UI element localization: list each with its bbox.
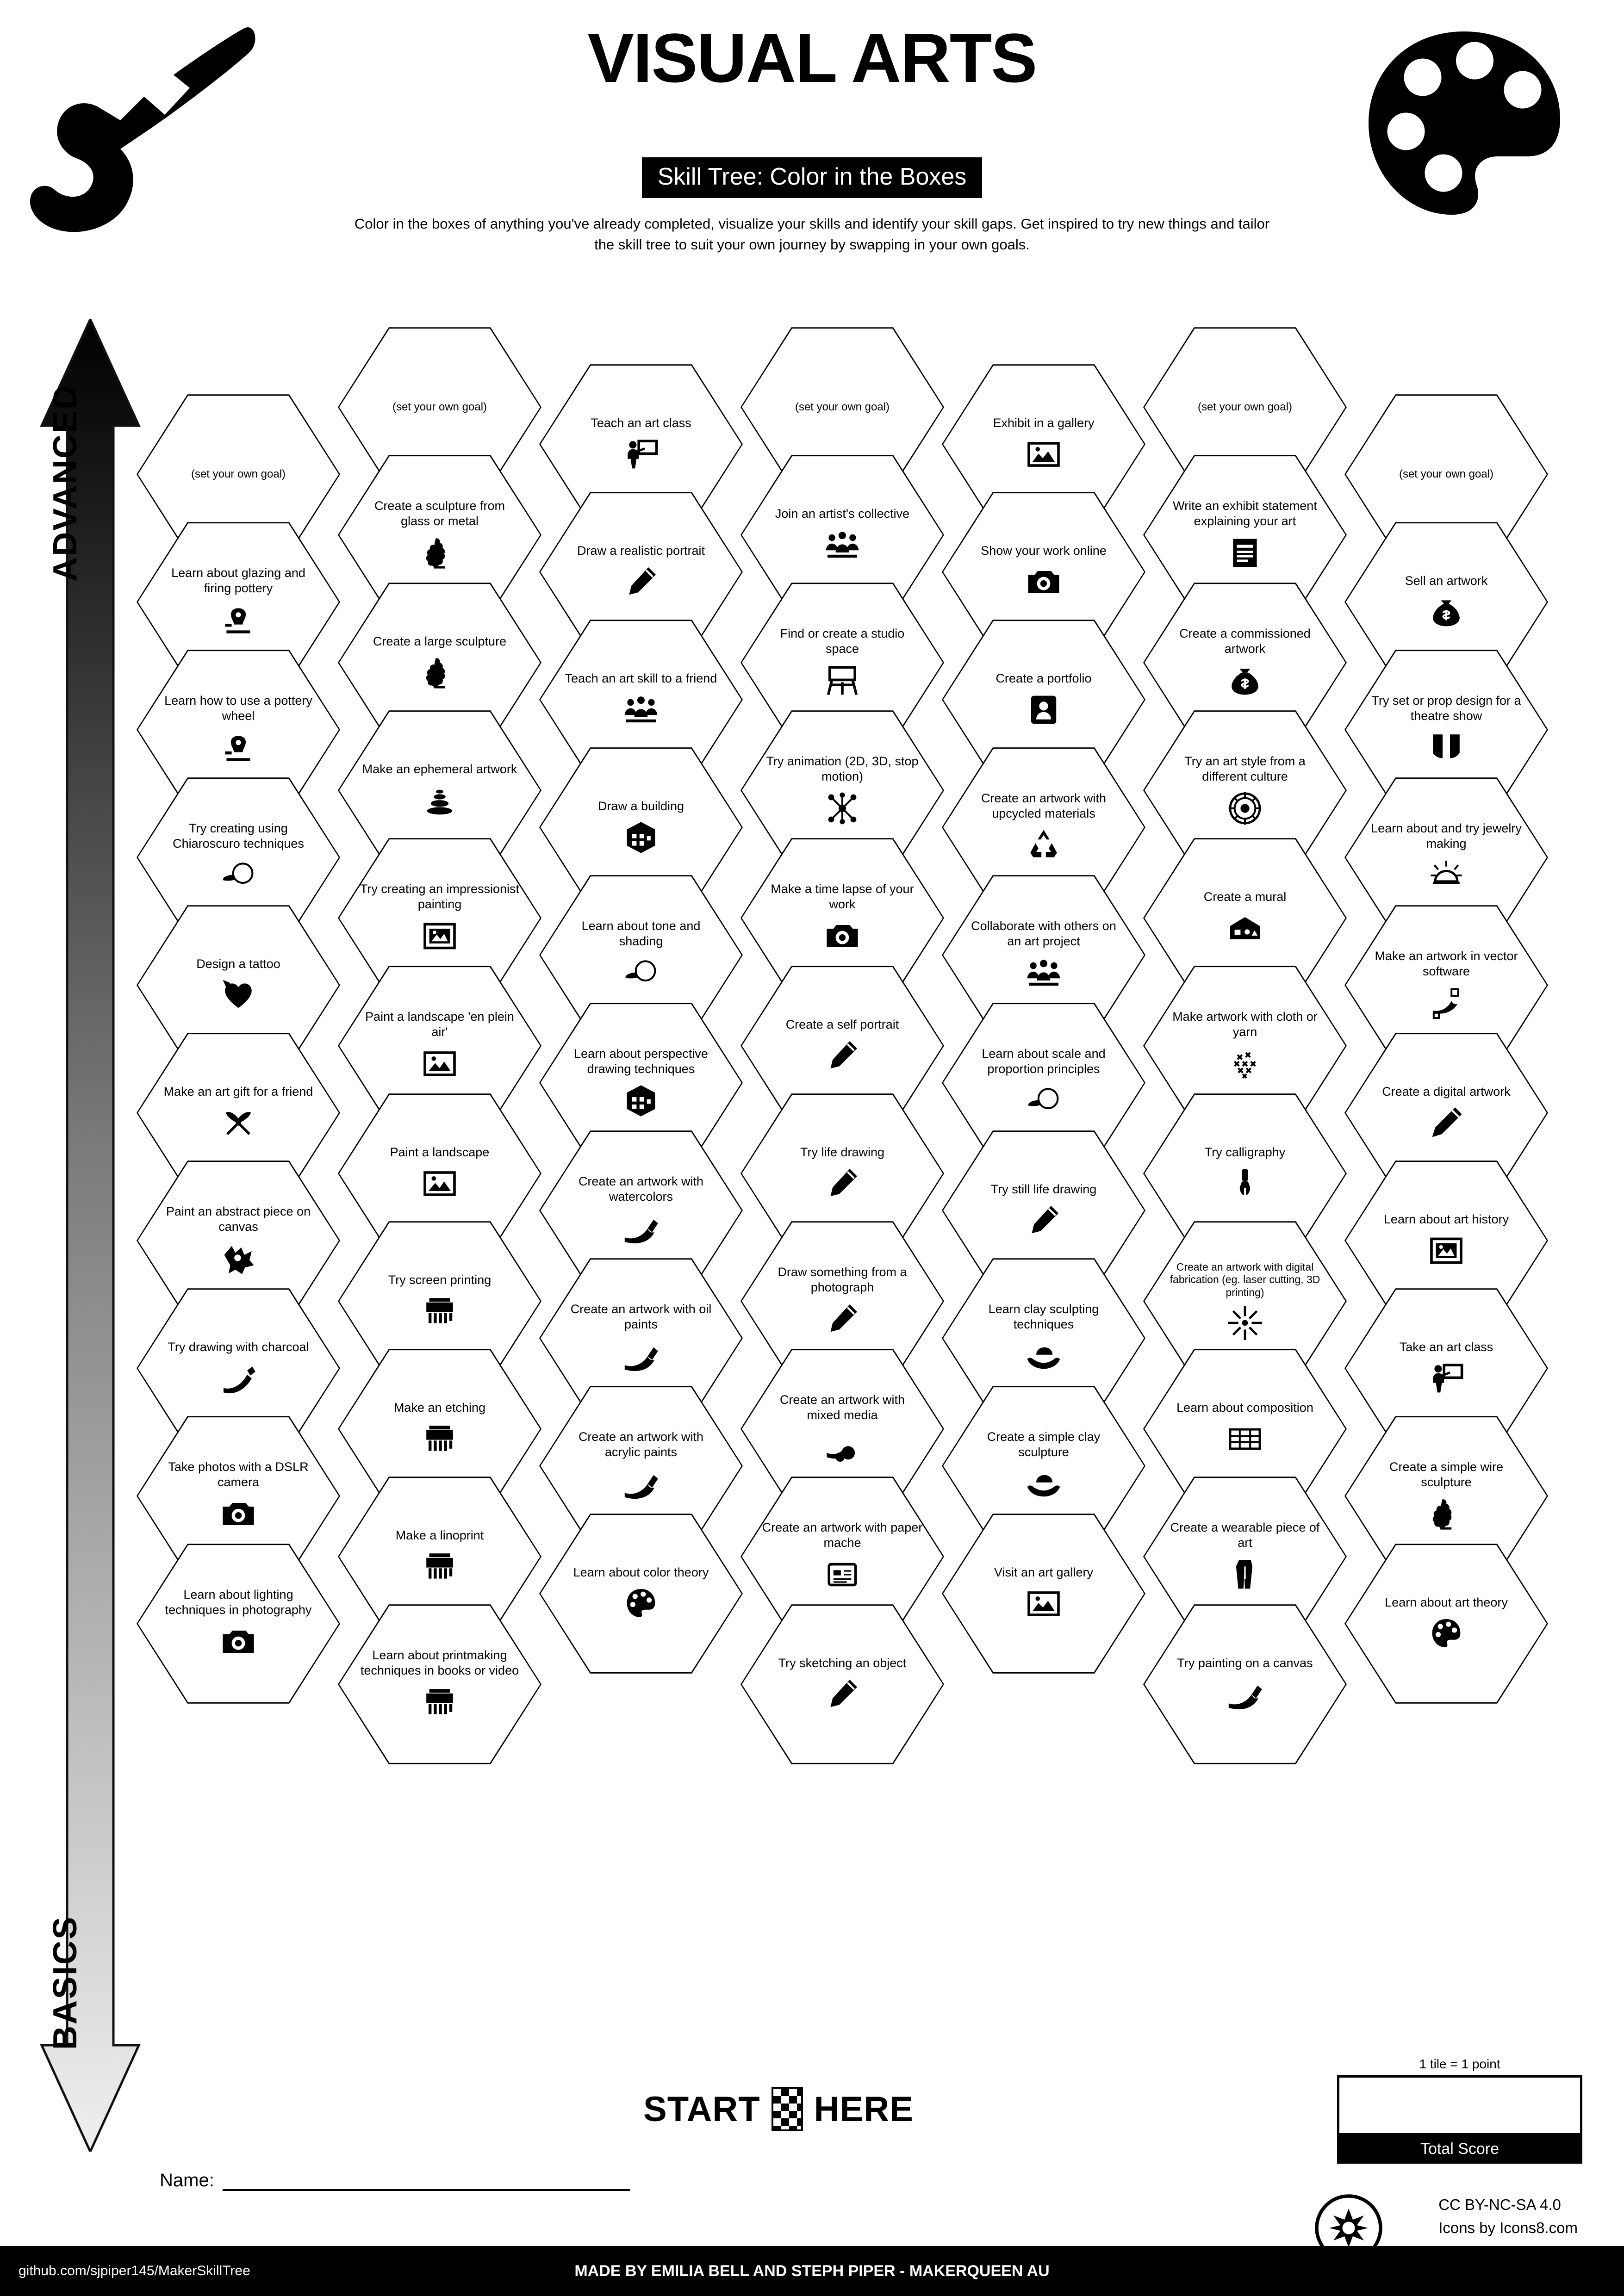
skill-tile-label: Learn about tone and shading [581,919,701,948]
gallery-frame-icon [1025,436,1062,473]
hex-content [560,543,722,601]
hex-content [1366,1340,1527,1397]
hex-content [1164,1009,1325,1082]
skill-tile-label: Create an artwork with paper mache [762,1520,923,1550]
skill-tile[interactable] [338,1601,541,1768]
hex-content [560,1046,722,1119]
skill-tile-label: Draw a building [597,799,684,813]
start-here-marker [643,2087,914,2131]
score-panel [1337,2057,1582,2164]
hex-content [158,1340,319,1397]
skill-tile-label: Try painting on a canvas [1177,1656,1313,1670]
skill-tile-label: Learn about printmaking techniques in books or video [360,1648,519,1677]
page-subtitle: Skill Tree: Color in the Boxes [642,157,983,198]
hex-content [560,1174,722,1247]
mural-wall-icon [1226,910,1263,947]
mandala-icon [1226,790,1263,827]
skill-tile-label: Try animation (2D, 3D, stop motion) [766,754,919,783]
skill-tile-label: Create an artwork with watercolors [578,1174,704,1204]
skill-tile-label: Visit an art gallery [994,1565,1094,1579]
skill-tile-label: Teach an art skill to a friend [565,671,717,685]
hex-content [1164,889,1325,947]
calligraphy-pen-icon [1226,1165,1263,1202]
hex-content [762,1520,923,1593]
hex-content [359,1272,520,1330]
pottery-icon [220,602,257,639]
hex-content [762,1145,923,1203]
hex-content [158,1204,319,1277]
mixed-media-icon [824,1428,861,1465]
printing-press-icon [421,1684,458,1721]
hex-content [963,1429,1124,1502]
skill-tile[interactable] [740,1601,944,1768]
skill-tile-label: Learn about art theory [1385,1595,1508,1609]
shading-sphere-icon [220,857,257,894]
hex-content [1164,626,1325,699]
pencil-icon [824,1165,861,1202]
palette-icon [622,1585,660,1622]
skill-tile-label: (set your own goal) [1399,468,1494,481]
hex-content [359,1400,520,1458]
document-icon [1226,534,1263,571]
skill-tile-label: Make an art gift for a friend [163,1084,313,1098]
hex-content [560,416,722,473]
camera-icon [220,1623,257,1660]
skill-tile-label: Try life drawing [800,1145,885,1159]
skill-tile-label: Try creating an impressionist painting [360,882,520,911]
hex-content [1164,1656,1325,1713]
skill-tile-label: (set your own goal) [795,401,890,414]
skill-tile-label: Make a time lapse of your work [771,882,914,911]
hex-content [1164,498,1325,571]
hex-content [359,762,520,819]
skill-tile-label: Learn clay sculpting techniques [988,1302,1099,1331]
tile-point-note: 1 tile = 1 point [1419,2057,1500,2071]
hex-content [1164,754,1325,827]
skill-tile-label: Find or create a studio space [780,627,905,656]
skill-tile-label: Try creating using Chiaroscuro techniques [173,821,304,850]
skill-tile-label: Try sketching an object [778,1656,907,1670]
hex-content [560,1565,722,1623]
skill-tile-label: Create a simple wire sculpture [1389,1460,1504,1489]
checkered-flag-icon [772,2087,803,2131]
hex-content [158,1084,319,1142]
hex-content [1366,573,1527,631]
hex-content [1366,1595,1527,1653]
hex-content [158,565,319,639]
skill-tile-label: Sell an artwork [1405,573,1488,588]
hex-content [762,881,923,955]
skill-tile-label: Collaborate with others on an art project [971,919,1116,948]
laser-icon [1226,1304,1263,1341]
hex-content [359,1145,520,1203]
sculpture-icon [1428,1496,1465,1533]
skill-tile-label: Try drawing with charcoal [168,1340,309,1354]
hex-content [359,1648,520,1721]
hex-content [963,1565,1124,1623]
building-cube-icon [622,1082,660,1119]
skill-tile-label: Show your work online [981,543,1107,558]
pottery-icon [220,729,257,766]
skill-tile-label: Create a mural [1203,889,1287,904]
skill-tile-label: Draw something from a photograph [778,1265,907,1294]
hex-content [963,1046,1124,1119]
hex-content [359,1528,520,1586]
hex-content [762,1265,923,1338]
clay-hand-icon [1025,1465,1062,1502]
shading-sphere-icon [1025,1082,1062,1119]
skill-tile-label: Learn about color theory [573,1565,709,1579]
hex-content [1366,1459,1527,1533]
hex-content [1366,467,1527,481]
skill-tile-label: Learn about and try jewelry making [1371,821,1522,850]
skill-tile-label: Create an artwork with mixed media [779,1393,905,1422]
hex-content [963,1302,1124,1375]
hex-content [359,1009,520,1082]
skill-tile-label: Try screen printing [388,1272,492,1287]
gallery-frame-icon [1025,1585,1062,1622]
skill-tile-label: Learn about art history [1383,1212,1509,1226]
skill-tile-label: Draw a realistic portrait [577,543,705,558]
skill-tile[interactable] [942,1510,1145,1677]
hex-content [158,693,319,766]
skill-tile[interactable] [1143,1601,1347,1768]
hex-content [1366,693,1527,766]
skill-tile-label: Create a digital artwork [1382,1084,1511,1098]
hex-content [963,416,1124,473]
hex-content [1164,1145,1325,1203]
skill-tile-label: Try an art style from a different culture [1184,754,1306,783]
sculpture-icon [421,654,458,691]
wearable-icon [1226,1556,1263,1593]
pencil-icon [622,564,660,601]
skill-tile-label: Create a portfolio [996,671,1092,685]
hex-content [560,799,722,856]
skill-tile-label: Take photos with a DSLR camera [168,1460,309,1489]
hex-content [762,1392,923,1465]
hex-content [359,400,520,414]
skill-tile-label: Write an exhibit statement explaining your art [1173,499,1317,528]
shading-sphere-icon [622,955,660,992]
hex-content [1164,400,1325,414]
skill-tile-label: Make an ephemeral artwork [362,762,517,776]
page-title: VISUAL ARTS [587,19,1037,97]
hex-content [359,634,520,692]
collective-icon [1025,955,1062,992]
portfolio-icon [1025,691,1062,728]
skill-tile-label: Join an artist's collective [775,506,910,521]
camera-icon [220,1496,257,1533]
skill-tile-label: Make an artwork in vector software [1375,949,1518,978]
here-label: HERE [814,2089,914,2129]
hex-content [560,671,722,729]
start-label: START [643,2089,760,2129]
total-score-label: Total Score [1337,2135,1582,2164]
vector-pen-icon [1428,985,1465,1022]
total-score-input[interactable] [1337,2075,1582,2135]
hex-content [963,1182,1124,1240]
hex-content [560,1429,722,1502]
charcoal-stroke-icon [220,1360,257,1397]
skill-tile-label: Create a simple clay sculpture [987,1430,1101,1459]
skill-tile-label: (set your own goal) [392,401,487,414]
pencil-icon [824,1301,861,1338]
skill-tile-label: Learn about perspective drawing techniques [574,1047,708,1076]
hex-content [1164,1400,1325,1458]
credit-text: MADE BY EMILIA BELL AND STEPH PIPER - MAKERQUEEN AU [574,2262,1050,2280]
pencil-icon [824,1676,861,1713]
hex-content [762,754,923,827]
skill-tile[interactable] [1344,1540,1548,1707]
name-input-rule[interactable] [223,2189,630,2191]
landscape-frame-icon [421,1165,458,1202]
skill-tile-label: Make a linoprint [395,1528,484,1542]
animation-icon [824,790,861,827]
skill-tile-label: Try still life drawing [990,1182,1097,1196]
paintbrush-stroke-icon [1226,1676,1263,1713]
paper-mache-icon [824,1556,861,1593]
hex-content [158,956,319,1014]
hex-content [963,791,1124,864]
palette-icon [1428,1615,1465,1652]
hex-content [359,881,520,955]
pencil-icon [1025,1202,1062,1239]
teacher-icon [1428,1360,1465,1397]
skill-tile[interactable] [137,1540,340,1707]
hex-content [560,918,722,992]
hex-content [1164,1520,1325,1593]
hex-content [158,1587,319,1660]
name-label: Name: [160,2170,214,2191]
paintbrush-stroke-icon [622,1465,660,1502]
license-block [1438,2193,1578,2239]
easel-icon [824,662,861,699]
stylus-icon [1428,1105,1465,1142]
collective-icon [824,527,861,564]
printing-press-icon [421,1293,458,1330]
skill-tile-label: Paint a landscape 'en plein air' [365,1010,514,1039]
page-footer [0,2246,1624,2296]
abstract-paint-icon [220,1240,257,1277]
gift-bow-icon [220,1105,257,1142]
skill-tile-label: Create a self portrait [785,1017,899,1031]
grid-composition-icon [1226,1421,1263,1458]
landscape-frame-icon [421,1045,458,1082]
hex-content [1366,1084,1527,1142]
skill-tile-label: Create an artwork with oil paints [570,1302,712,1331]
paintbrush-stroke-icon [622,1338,660,1375]
hex-content [762,1656,923,1713]
framed-painting-icon [421,918,458,955]
skill-tile-label: Create an artwork with upcycled materials [981,791,1107,820]
camera-icon [824,918,861,955]
skill-tile-label: Create a commissioned artwork [1179,627,1311,656]
sculpture-icon [421,534,458,571]
skill-tile-label: Make an etching [393,1400,486,1415]
hex-content [1366,949,1527,1022]
money-bag-icon [1428,594,1465,631]
hex-content [1164,1261,1325,1342]
skill-tile-label: Learn how to use a pottery wheel [164,694,312,723]
hex-content [158,821,319,894]
skill-tile-label: Make artwork with cloth or yarn [1172,1010,1318,1039]
skill-tile-label: Create an artwork with digital fabrication (eg. laser cutting, 3D printing) [1170,1260,1320,1298]
hex-content [762,1017,923,1075]
hex-content [762,626,923,699]
skill-tile[interactable] [539,1510,743,1677]
skill-tile-label: Exhibit in a gallery [993,416,1095,430]
hex-content [963,671,1124,729]
hex-content [762,400,923,414]
recycle-icon [1025,827,1062,864]
skill-tile-label: Create a large sculpture [373,634,507,648]
jewel-sun-icon [1428,857,1465,894]
printing-press-icon [421,1421,458,1458]
printing-press-icon [421,1548,458,1585]
skill-tile-label: Learn about lighting techniques in photography [165,1588,312,1617]
tattoo-heart-icon [220,977,257,1014]
skill-tile-label: Learn about glazing and firing pottery [171,566,305,595]
github-link[interactable]: github.com/sjpiper145/MakerSkillTree [19,2263,250,2278]
hex-content [963,543,1124,601]
clay-hand-icon [1025,1338,1062,1375]
pencil-icon [824,1037,861,1074]
money-bag-icon [1226,662,1263,699]
hex-content [1366,821,1527,894]
skill-tile-label: Learn about scale and proportion principles [982,1047,1106,1076]
skill-tile-label: Teach an art class [591,416,691,430]
hex-content [963,918,1124,992]
skill-tile-label: Design a tattoo [196,956,280,971]
curtains-icon [1428,729,1465,766]
skill-tile-label: Try calligraphy [1204,1145,1286,1159]
skill-tile-label: Take an art class [1399,1340,1493,1354]
axis-label-basics: BASICS [47,1916,84,2050]
paintbrush-stroke-icon [622,1210,660,1247]
hex-content [560,1302,722,1375]
skill-tile-label: Create an artwork with acrylic paints [578,1430,704,1459]
cross-stitch-icon [1226,1045,1263,1082]
hex-content [158,1459,319,1533]
page-description: Color in the boxes of anything you've already completed, visualize your skills and identify your skill gaps. Get inspired to try new things and tailor the skill tree to suit your own journey by swapping in your own goals. [354,216,1270,253]
skill-tile-label: (set your own goal) [191,468,286,481]
camera-icon [1025,564,1062,601]
collective-icon [622,691,660,728]
framed-painting-icon [1428,1232,1465,1269]
name-field[interactable] [160,2170,630,2191]
skill-tile-label: Create a wearable piece of art [1170,1520,1320,1550]
building-cube-icon [622,819,660,856]
stacked-stones-icon [421,782,458,819]
skill-tile-label: (set your own goal) [1197,401,1293,414]
hex-content [762,506,923,564]
axis-label-advanced: ADVANCED [47,384,84,582]
teacher-icon [622,436,660,473]
skill-tile-label: Learn about composition [1176,1400,1313,1415]
skill-tile-label: Try set or prop design for a theatre show [1371,694,1521,723]
skill-tile-label: Create a sculpture from glass or metal [374,499,505,528]
hex-content [158,467,319,481]
license-text: CC BY-NC-SA 4.0 [1438,2196,1561,2213]
skill-tile-label: Paint a landscape [390,1145,490,1159]
icon-credit-text: Icons by Icons8.com [1438,2219,1578,2236]
hex-content [1366,1212,1527,1270]
skill-tile-label: Paint an abstract piece on canvas [166,1204,311,1234]
hex-content [359,498,520,571]
